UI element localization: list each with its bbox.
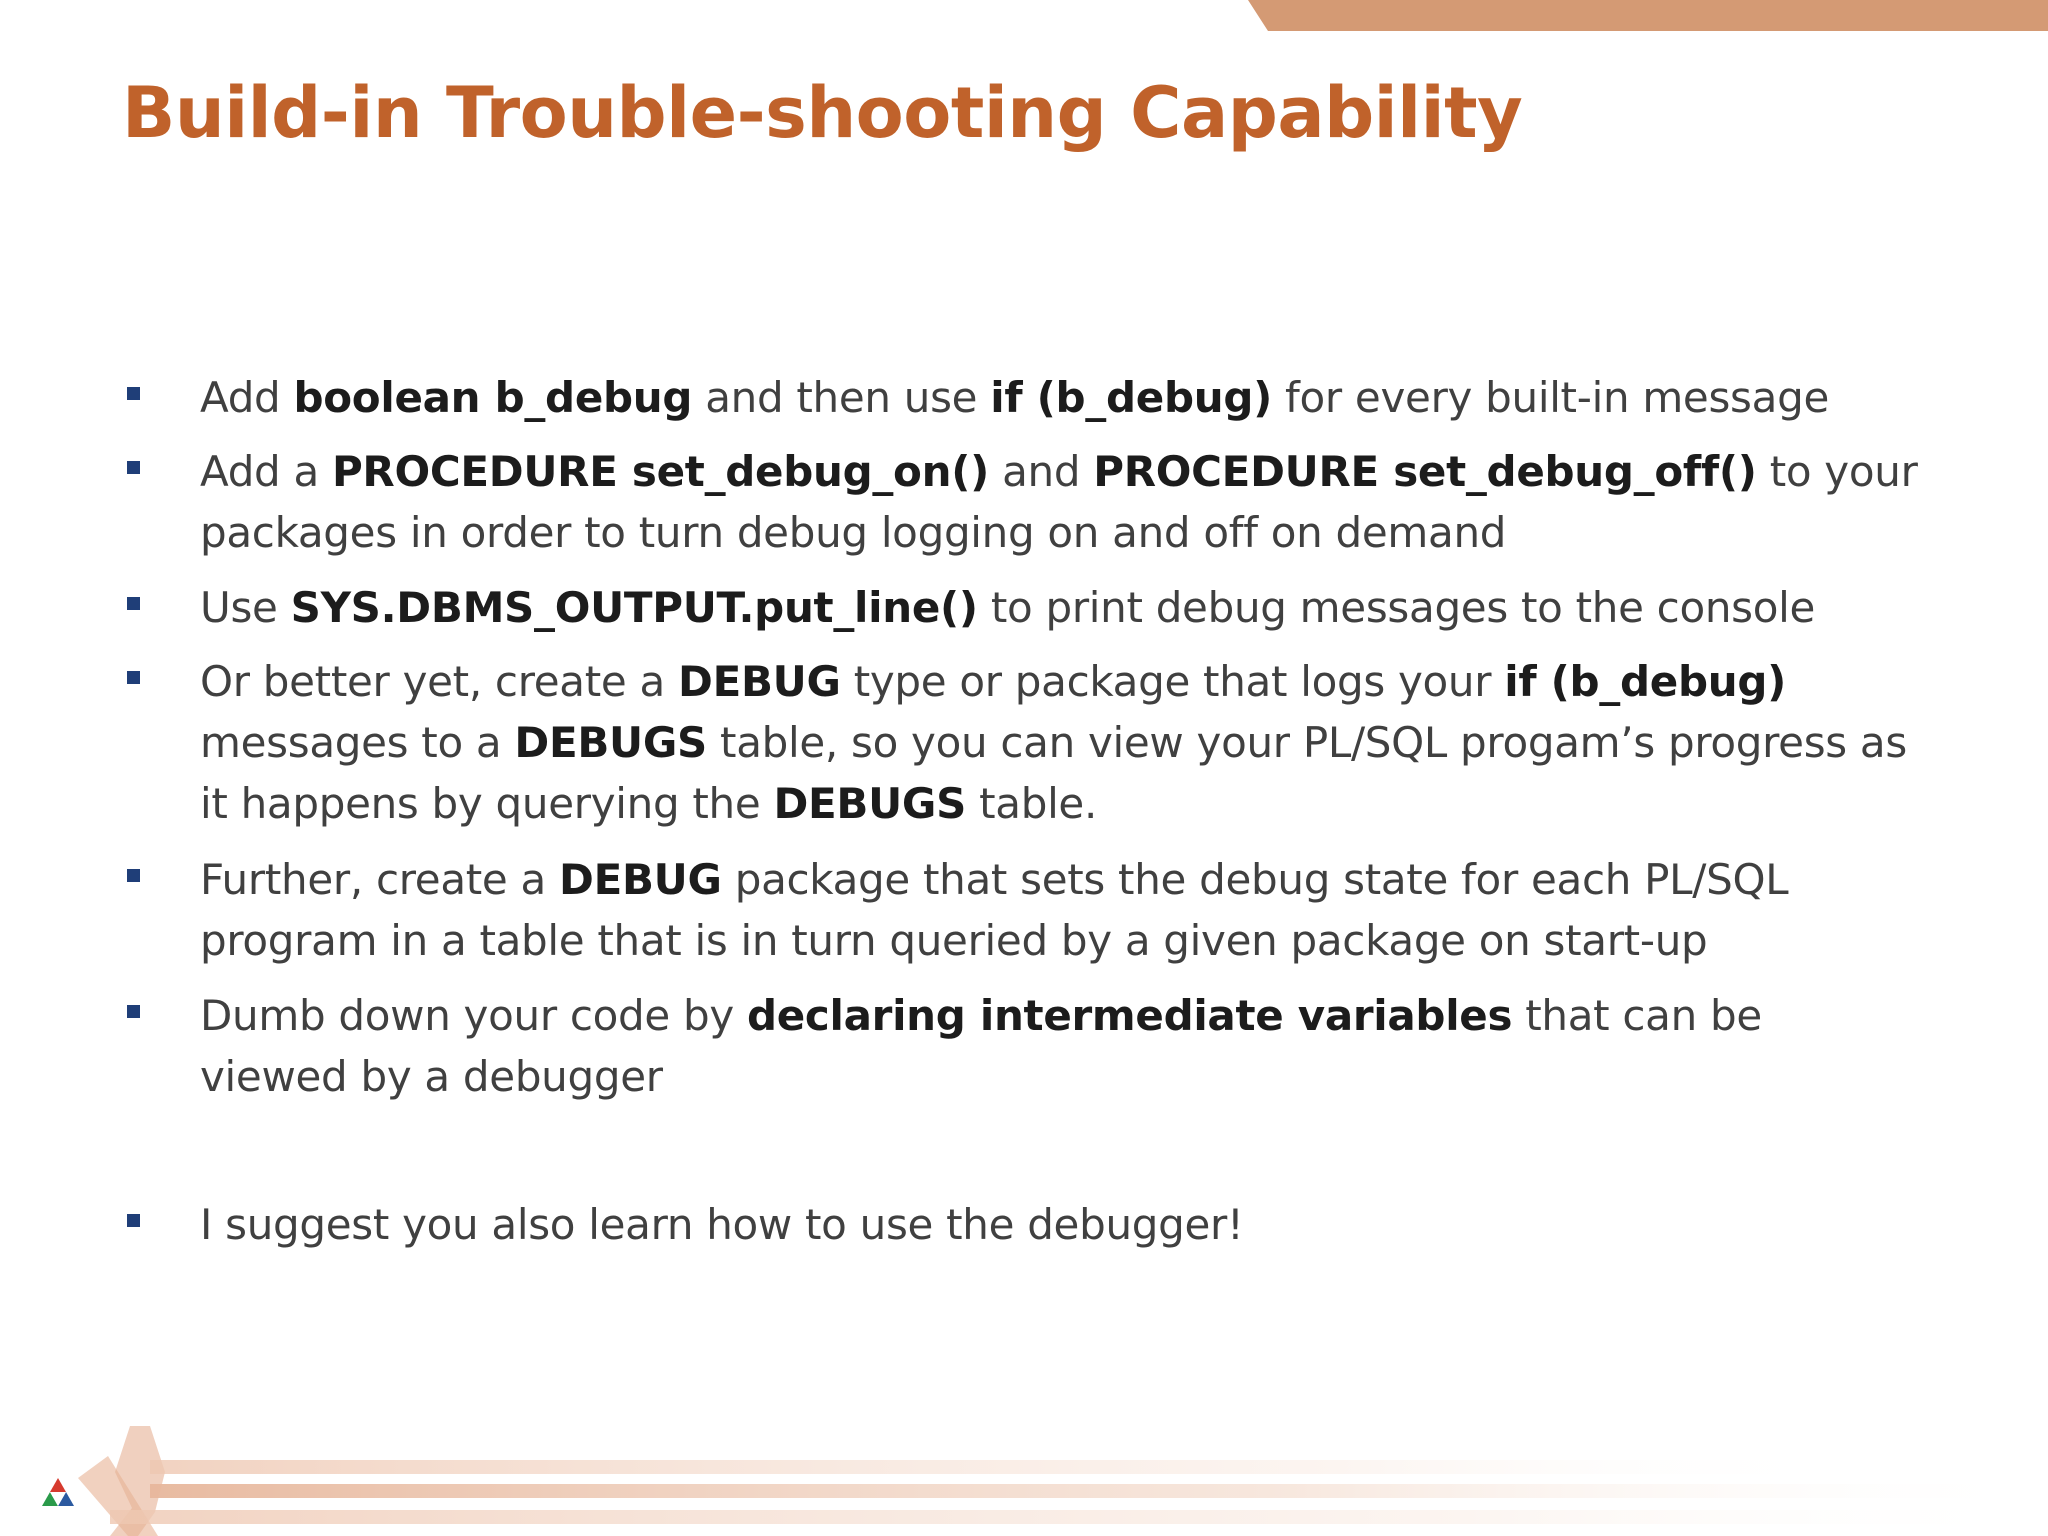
bullet-text-segment: and	[989, 447, 1094, 496]
bullet-text-segment: that can be viewed by a debugger	[200, 991, 1762, 1101]
bullet-code-term: PROCEDURE set_debug_on()	[331, 447, 990, 496]
bullet-text	[200, 441, 1920, 563]
bullet-code-term: declaring intermediate variables	[746, 991, 1513, 1040]
bullet-marker-icon	[127, 1005, 140, 1018]
bullet-text	[200, 577, 1920, 638]
bullet-text-segment: Add	[200, 373, 294, 422]
bullet-marker-icon	[127, 869, 140, 882]
bullet-marker-icon	[127, 671, 140, 684]
bullet-text-segment: package that sets the debug state for each PL/SQL program in a table that is in turn queried by a given package on start-up	[200, 855, 1789, 965]
bullet-text-segment: table.	[966, 779, 1098, 828]
bullet-marker-icon	[127, 461, 140, 474]
bullet-text-segment: to your packages in order to turn debug logging on and off on demand	[200, 447, 1918, 557]
bullet-text-segment: Dumb down your code by	[200, 991, 747, 1040]
bullet-marker-icon	[127, 387, 140, 400]
bullet-code-term: DEBUGS	[773, 779, 967, 828]
bullet-text	[200, 651, 1920, 834]
bottom-decoration	[0, 1400, 2048, 1536]
slide-title: Build-in Trouble-shooting Capability	[122, 72, 1523, 154]
bullet-code-term: DEBUGS	[514, 718, 707, 767]
bullet-text-segment: Further, create a	[200, 855, 560, 904]
bullet-marker-icon	[127, 597, 140, 610]
bullet-text-segment: and then use	[692, 373, 991, 422]
bullet-code-term: DEBUG	[559, 855, 722, 904]
bullet-code-term: if (b_debug)	[1504, 657, 1786, 706]
bullet-text-segment: Add a	[200, 447, 332, 496]
bullet-marker-icon	[127, 1214, 140, 1227]
bullet-text-segment: for every built-in message	[1271, 373, 1829, 422]
bullet-text	[200, 1194, 1920, 1255]
bullet-code-term: DEBUG	[678, 657, 841, 706]
bullet-text-segment: Or better yet, create a	[200, 657, 678, 706]
triangle-logo-icon	[42, 1478, 74, 1506]
top-accent-band	[0, 0, 2048, 40]
bullet-text	[200, 367, 1920, 428]
bullet-text-segment: type or package that logs your	[840, 657, 1505, 706]
bullet-code-term: if (b_debug)	[990, 373, 1272, 422]
bullet-text-segment: to print debug messages to the console	[977, 583, 1816, 632]
bullet-text-segment: I suggest you also learn how to use the debugger!	[200, 1200, 1244, 1249]
bullet-text-segment: table, so you can view your PL/SQL progam’s progress as it happens by querying the	[200, 718, 1907, 828]
bullet-code-term: SYS.DBMS_OUTPUT.put_line()	[290, 583, 978, 632]
bullet-text-segment: messages to a	[200, 718, 515, 767]
bullet-code-term: PROCEDURE set_debug_off()	[1093, 447, 1757, 496]
bullet-text-segment: Use	[200, 583, 291, 632]
bullet-text	[200, 849, 1920, 971]
bullet-code-term: boolean b_debug	[293, 373, 693, 422]
bullet-text	[200, 985, 1920, 1107]
